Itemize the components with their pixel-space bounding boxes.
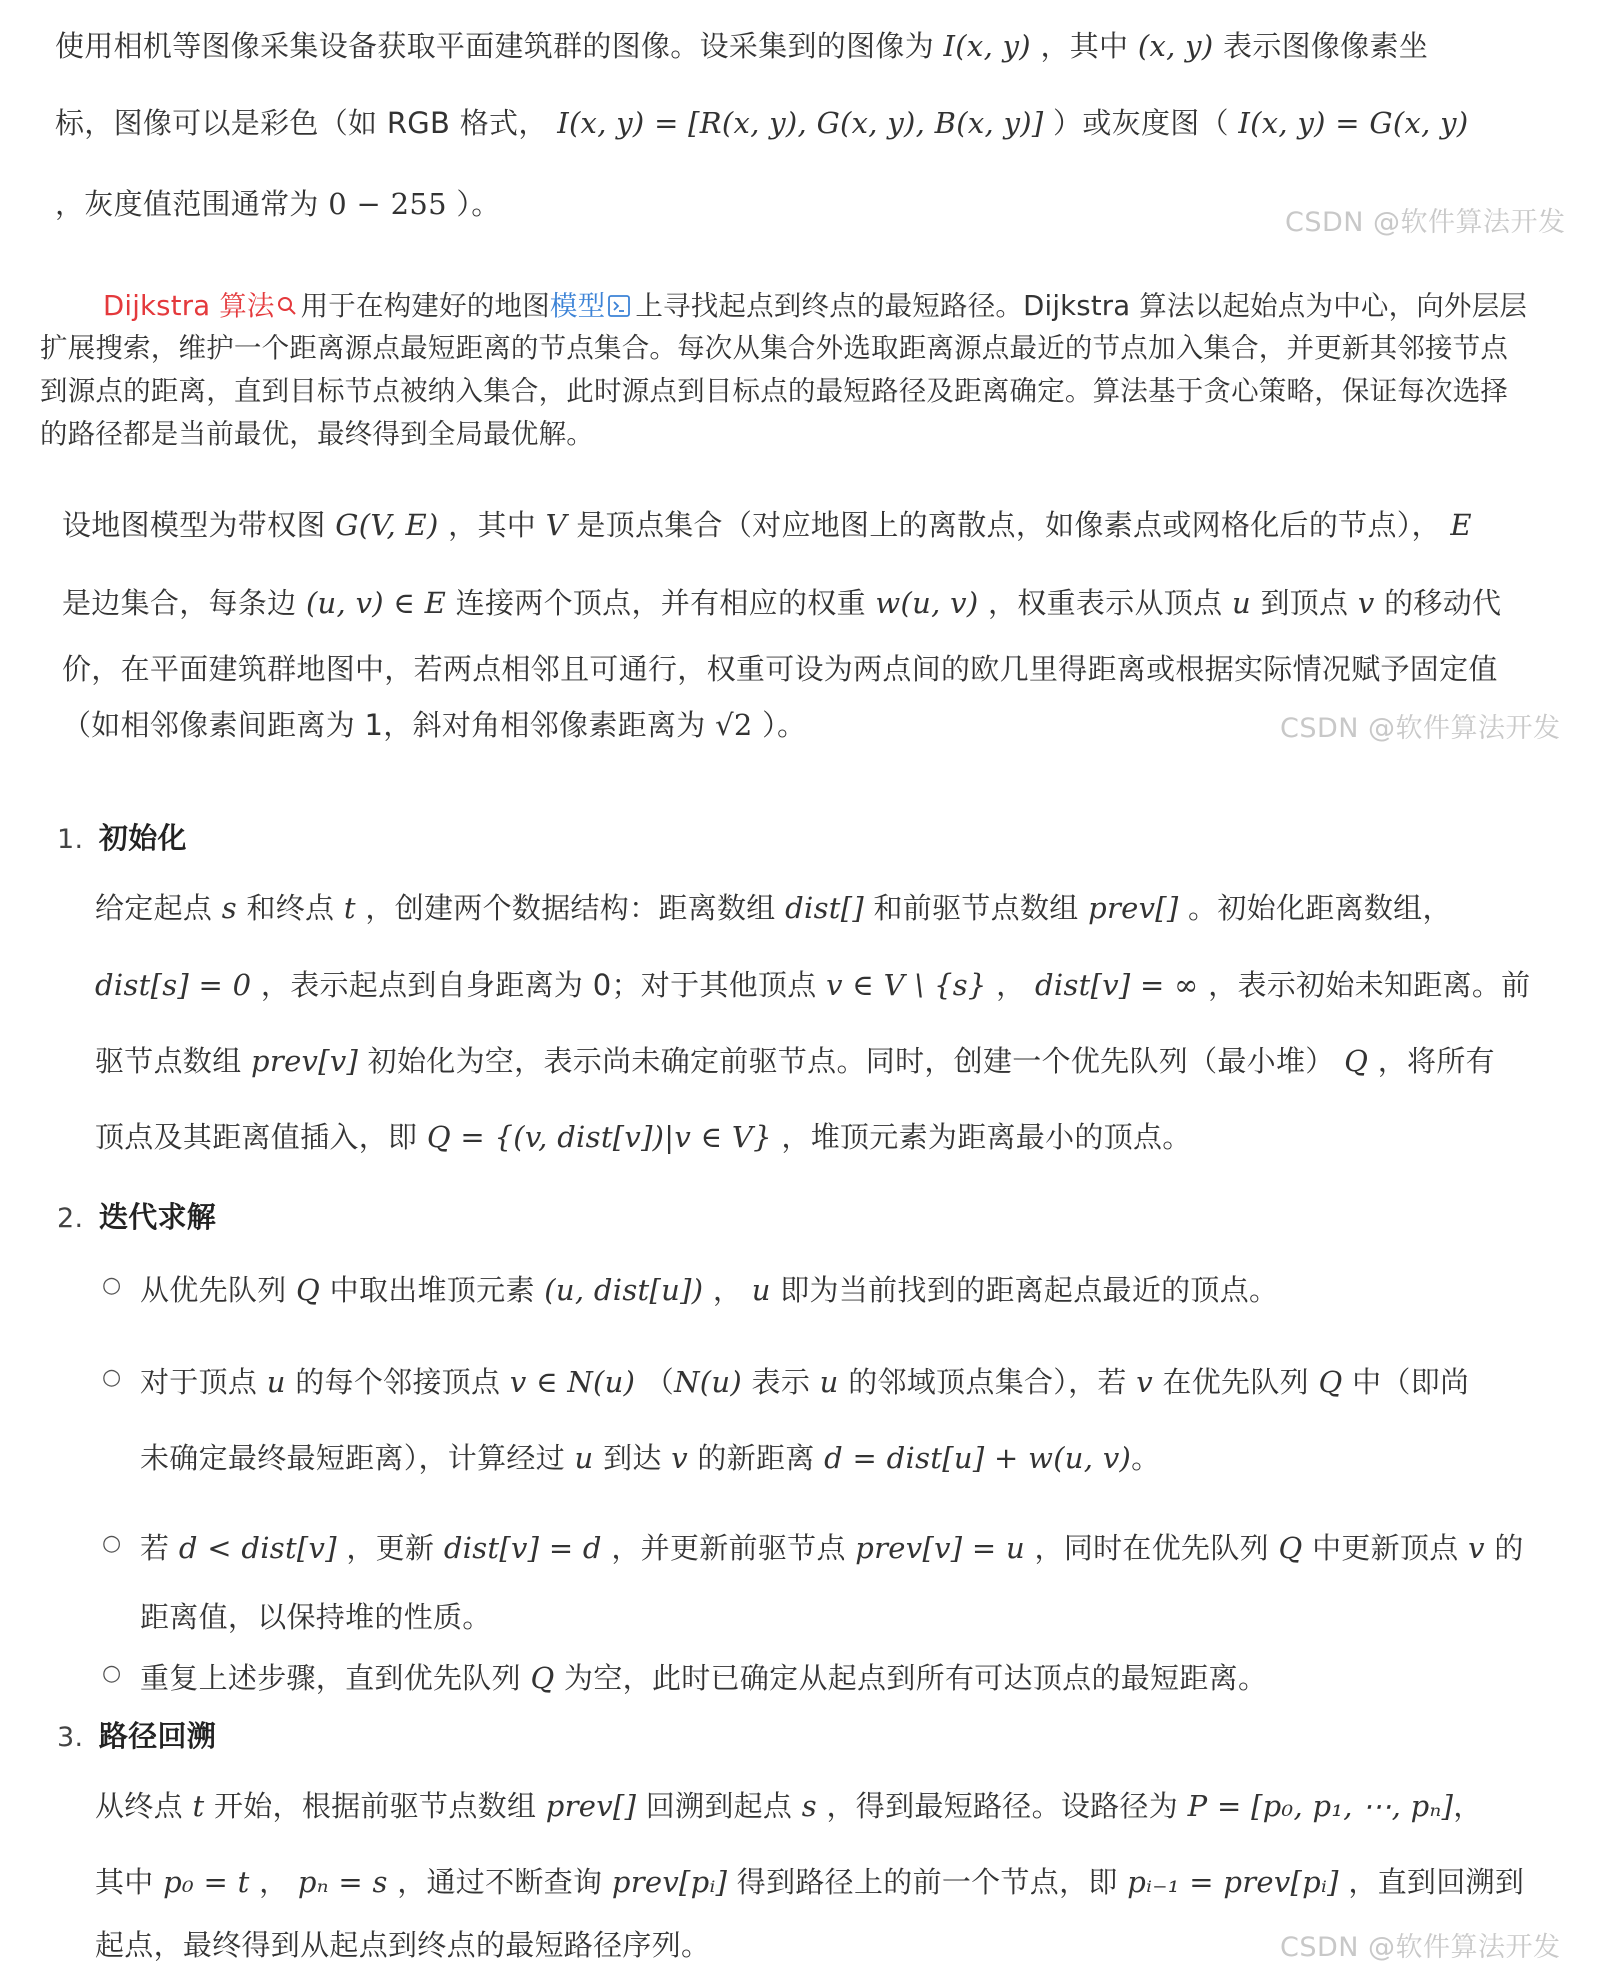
formula-icon[interactable]: [607, 289, 631, 329]
step-3-line-1: [95, 1786, 1483, 1826]
step-1-heading: [57, 818, 187, 860]
step-title: 迭代求解: [98, 1200, 217, 1234]
text: 用于在构建好的地图: [300, 290, 550, 322]
math: V: [545, 508, 567, 542]
text: 的新距离: [697, 1441, 815, 1475]
text: （如相邻像素间距离为 1，斜对角相邻像素距离为: [62, 708, 706, 742]
text: 表示: [751, 1365, 811, 1399]
model-link[interactable]: 模型: [549, 290, 606, 322]
math: u: [266, 1365, 286, 1399]
search-icon[interactable]: [277, 289, 297, 329]
text: 设地图模型为带权图: [62, 508, 326, 542]
math: v: [1357, 586, 1375, 620]
text: 即为当前找到的距离起点最近的顶点。: [780, 1273, 1279, 1307]
math: Q: [1278, 1531, 1303, 1565]
graph-line-3: 价，在平面建筑群地图中，若两点相邻且可通行，权重可设为两点间的欧几里得距离或根据实际情况赋予固定值: [62, 652, 1498, 686]
text: ）。: [456, 187, 501, 221]
text: 和前驱节点数组: [873, 891, 1079, 925]
text: 连接两个顶点，并有相应的权重: [455, 586, 866, 620]
math: v ∈ N(u): [509, 1365, 636, 1399]
math: v: [1468, 1531, 1485, 1565]
text: 和终点: [246, 891, 335, 925]
step-3-line-3: 起点，最终得到从起点到终点的最短路径序列。: [95, 1928, 711, 1962]
text: ，创建两个数据结构：距离数组: [365, 891, 776, 925]
math: G(V, E): [335, 508, 439, 542]
math: u: [751, 1273, 771, 1307]
step-2-item-3-line-2: 距离值，以保持堆的性质。: [140, 1600, 492, 1634]
math: Q: [1344, 1044, 1369, 1078]
step-3-line-2: [95, 1862, 1524, 1902]
text: 其中: [95, 1865, 154, 1899]
bullet-icon: ○: [102, 1273, 122, 1298]
math: (u, v) ∈ E: [305, 586, 447, 620]
text: 的邻域顶点集合），若: [848, 1365, 1127, 1399]
watermark: CSDN @软件算法开发: [1280, 713, 1561, 744]
text: ，其中: [448, 508, 537, 542]
text: ，权重表示从顶点: [988, 586, 1223, 620]
text: ，: [259, 1865, 289, 1899]
text: 表示图像像素坐: [1223, 29, 1429, 63]
text: 对于顶点: [140, 1365, 258, 1399]
text: ，通过不断查询: [397, 1865, 603, 1899]
intro-line-1: [55, 26, 1428, 66]
text: 中更新顶点: [1312, 1531, 1459, 1565]
text: 标，图像可以是彩色（如 RGB 格式，: [55, 106, 548, 140]
step-title: 路径回溯: [98, 1719, 217, 1753]
step-2-item-1: [140, 1270, 1278, 1310]
text: ）。: [762, 708, 807, 742]
math: P = [p₀, p₁, ⋯, pₙ]: [1187, 1789, 1454, 1823]
text: ，将所有: [1377, 1044, 1495, 1078]
math: (x, y): [1137, 29, 1214, 63]
math: v: [671, 1441, 688, 1475]
text: ）或灰度图（: [1053, 106, 1229, 140]
dijkstra-line-3: 到源点的距离，直到目标节点被纳入集合，此时源点到目标点的最短路径及距离确定。算法基于贪心策略，保证每次选择: [40, 375, 1509, 407]
intro-line-3: [55, 184, 501, 224]
math: prev[pᵢ]: [611, 1865, 728, 1899]
dijkstra-line-2: 扩展搜索，维护一个距离源点最短距离的节点集合。每次从集合外选取距离源点最近的节点加入集合，并更新其邻接节点: [40, 332, 1509, 364]
text: ，: [1453, 1789, 1483, 1823]
step-2-item-2-line-2: [140, 1438, 1160, 1478]
math: I(x, y) = [R(x, y), G(x, y), B(x, y)]: [557, 106, 1044, 140]
text: ，并更新前驱节点: [611, 1531, 846, 1565]
math: s: [221, 891, 237, 925]
text: 若: [140, 1531, 170, 1565]
math: E: [1450, 508, 1472, 542]
text: ，表示初始未知距离。前: [1208, 968, 1531, 1002]
graph-line-1: [62, 505, 1472, 545]
dijkstra-line-4: 的路径都是当前最优，最终得到全局最优解。: [40, 418, 594, 450]
step-title: 初始化: [98, 821, 187, 855]
text: 重复上述步骤，直到优先队列: [140, 1661, 521, 1695]
graph-line-4: [62, 705, 806, 745]
step-1-line-1: [95, 888, 1452, 928]
math: dist[v] = ∞: [1035, 968, 1199, 1002]
step-1-line-2: [95, 965, 1530, 1005]
math: s: [801, 1789, 817, 1823]
math: I(x, y) = G(x, y): [1238, 106, 1469, 140]
text: 的移动代: [1384, 586, 1502, 620]
text: ，堆顶元素为距离最小的顶点。: [781, 1120, 1192, 1154]
text: 在优先队列: [1162, 1365, 1309, 1399]
math: w(u, v): [875, 586, 979, 620]
text: 给定起点: [95, 891, 213, 925]
math: 0 − 255: [328, 187, 447, 221]
text: 是边集合，每条边: [62, 586, 297, 620]
text: 驱节点数组: [95, 1044, 242, 1078]
dijkstra-link[interactable]: Dijkstra 算法: [103, 290, 275, 322]
intro-line-2: [55, 103, 1468, 143]
text: （: [644, 1365, 675, 1399]
math: N(u): [674, 1365, 742, 1399]
text: ，得到最短路径。设路径为: [826, 1789, 1179, 1823]
math: v: [1136, 1365, 1153, 1399]
step-2-item-4: [140, 1658, 1267, 1698]
math: (u, dist[u]): [544, 1273, 704, 1307]
math: pᵢ₋₁ = prev[pᵢ]: [1127, 1865, 1339, 1899]
text: 的每个邻接顶点: [295, 1365, 501, 1399]
bullet-icon: ○: [102, 1365, 122, 1390]
text: 从优先队列: [140, 1273, 287, 1307]
text: 到达: [603, 1441, 662, 1475]
text: 顶点及其距离值插入，即: [95, 1120, 418, 1154]
text: 是顶点集合（对应地图上的离散点，如像素点或网格化后的节点），: [576, 508, 1441, 542]
step-1-line-3: [95, 1041, 1495, 1081]
math: dist[]: [785, 891, 864, 925]
text: 未确定最终最短距离），计算经过: [140, 1441, 566, 1475]
list-number: 1.: [57, 824, 84, 855]
text: 。初始化距离数组，: [1188, 891, 1452, 925]
text: ，: [712, 1273, 743, 1307]
text: 得到路径上的前一个节点，即: [736, 1865, 1118, 1899]
step-3-heading: [57, 1716, 216, 1758]
text: 。: [1131, 1441, 1161, 1475]
graph-line-2: [62, 583, 1501, 623]
text: 到顶点: [1260, 586, 1349, 620]
text: ，同时在优先队列: [1034, 1531, 1269, 1565]
text: 中（即尚: [1352, 1365, 1470, 1399]
text: 从终点: [95, 1789, 183, 1823]
text: 使用相机等图像采集设备获取平面建筑群的图像。设采集到的图像为: [55, 29, 935, 63]
math: Q: [530, 1661, 555, 1695]
bullet-icon: ○: [102, 1531, 122, 1556]
step-1-line-4: [95, 1117, 1192, 1157]
step-2-item-3: [140, 1528, 1524, 1568]
math: prev[]: [545, 1789, 637, 1823]
text: 开始，根据前驱节点数组: [213, 1789, 537, 1823]
text: 中取出堆顶元素: [329, 1273, 535, 1307]
text: ，直到回溯到: [1348, 1865, 1525, 1899]
math: d < dist[v]: [178, 1531, 337, 1565]
math: Q: [296, 1273, 321, 1307]
text: ，: [996, 968, 1026, 1002]
text: 回溯到起点: [645, 1789, 793, 1823]
math: prev[]: [1088, 891, 1179, 925]
text: ，表示起点到自身距离为 0；对于其他顶点: [260, 968, 817, 1002]
math: p₀ = t: [163, 1865, 250, 1899]
dijkstra-line-1: [103, 286, 1527, 329]
watermark: CSDN @软件算法开发: [1285, 207, 1566, 238]
math: dist[v] = d: [443, 1531, 602, 1565]
text: 为空，此时已确定从起点到所有可达顶点的最短距离。: [564, 1661, 1268, 1695]
watermark: CSDN @软件算法开发: [1280, 1932, 1561, 1963]
math: v ∈ V \ {s}: [826, 968, 987, 1002]
math: dist[s] = 0: [95, 968, 252, 1002]
math: prev[v] = u: [855, 1531, 1025, 1565]
list-number: 2.: [57, 1203, 84, 1234]
math: d = dist[u] + w(u, v): [824, 1441, 1132, 1475]
text: ，更新: [346, 1531, 435, 1565]
math: u: [574, 1441, 594, 1475]
math: √2: [715, 708, 753, 742]
step-2-heading: [57, 1197, 216, 1239]
math: Q = {(v, dist[v])|v ∈ V}: [426, 1120, 772, 1154]
text: 的: [1494, 1531, 1524, 1565]
bullet-icon: ○: [102, 1661, 122, 1686]
math: t: [192, 1789, 205, 1823]
step-2-item-2: [140, 1362, 1469, 1402]
text: ，其中: [1040, 29, 1129, 63]
math: prev[v]: [251, 1044, 359, 1078]
text: 上寻找起点到终点的最短路径。Dijkstra 算法以起始点为中心，向外层层: [635, 290, 1528, 322]
math: Q: [1318, 1365, 1343, 1399]
math: t: [343, 891, 356, 925]
math: pₙ = s: [297, 1865, 388, 1899]
math: u: [819, 1365, 839, 1399]
text: 初始化为空，表示尚未确定前驱节点。同时，创建一个优先队列（最小堆）: [367, 1044, 1335, 1078]
math: I(x, y): [943, 29, 1031, 63]
list-number: 3.: [57, 1722, 84, 1753]
math: u: [1231, 586, 1251, 620]
text: ，灰度值范围通常为: [55, 187, 319, 221]
